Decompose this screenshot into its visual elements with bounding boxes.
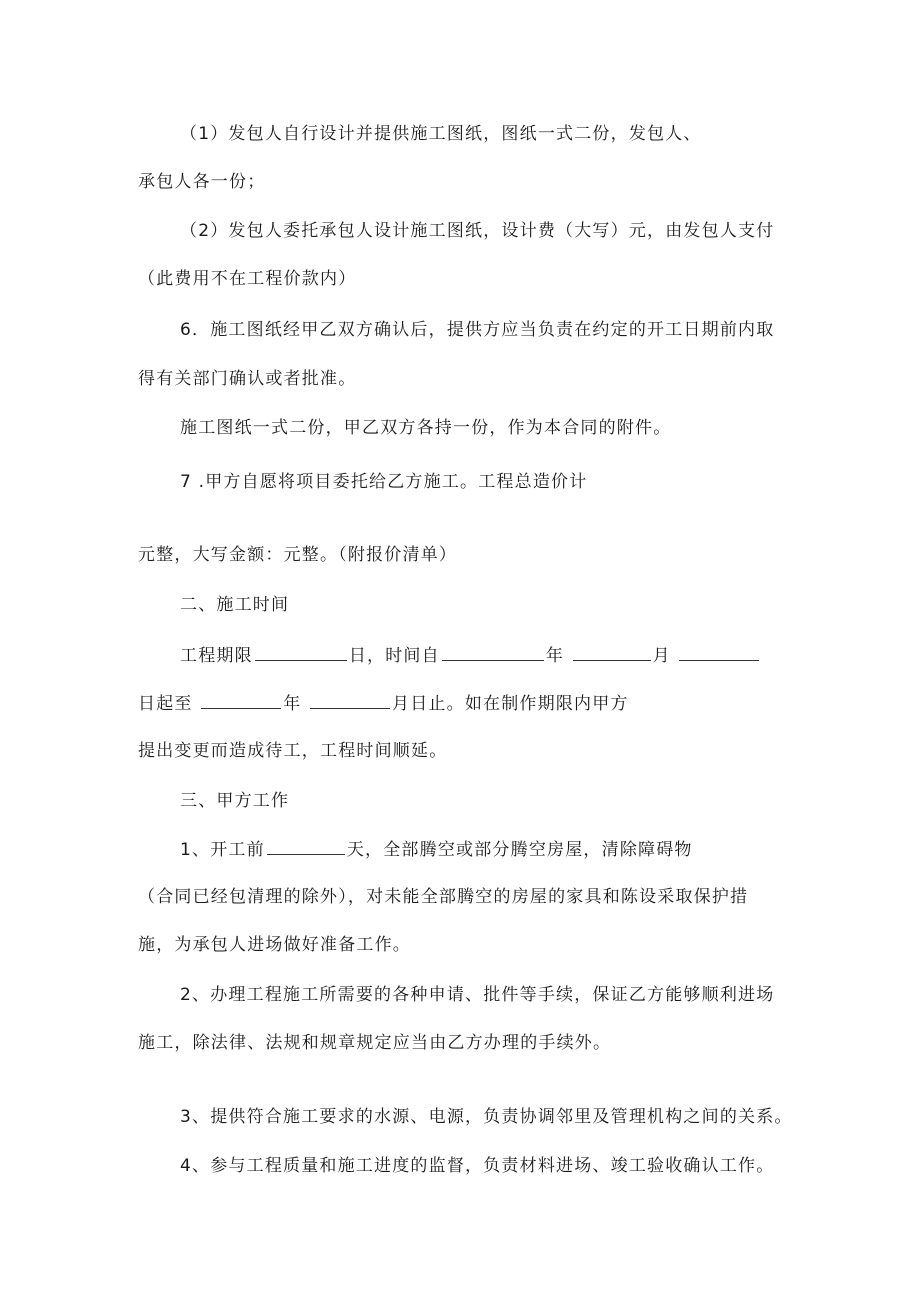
construction-period-line-3: 提出变更而造成待工，工程时间顺延。	[138, 741, 448, 761]
period-day-suffix: 日，时间自	[348, 646, 440, 666]
clause-7-line-1: 7 .甲方自愿将项目委托给乙方施工。工程总造价计	[180, 472, 588, 492]
clause-design-2-line-2: （此费用不在工程价款内）	[138, 269, 357, 289]
clause-6-line-2: 得有关部门确认或者批准。	[138, 369, 357, 389]
clause-design-2-line-1: （2）发包人委托承包人设计施工图纸，设计费（大写）元，由发包人支付	[180, 221, 775, 241]
party-a-work-2-line-2: 施工，除法律、法规和规章规定应当由乙方办理的手续外。	[138, 1033, 612, 1053]
clause-6-line-1: 6．施工图纸经甲乙双方确认后，提供方应当负责在约定的开工日期前内取	[180, 320, 775, 340]
end-year-blank[interactable]	[201, 692, 281, 709]
party-a-work-4: 4、参与工程质量和施工进度的监督，负责材料进场、竣工验收确认工作。	[180, 1156, 775, 1176]
period-end-suffix: 月日止。如在制作期限内甲方	[392, 694, 629, 714]
work-1-suffix: 天，全部腾空或部分腾空房屋，清除障碍物	[346, 840, 693, 860]
start-month-unit: 月	[652, 646, 671, 666]
period-prefix: 工程期限	[180, 646, 253, 666]
construction-period-line-1	[180, 644, 761, 667]
party-a-work-2-line-1: 2、办理工程施工所需要的各种申请、批件等手续，保证乙方能够顺利进场	[180, 985, 775, 1005]
party-a-work-1-line-3: 施，为承包人进场做好准备工作。	[138, 935, 411, 955]
period-start-prefix: 日起至	[138, 694, 193, 714]
section-3-heading: 三、甲方工作	[180, 791, 290, 811]
clause-6-line-3: 施工图纸一式二份，甲乙双方各持一份，作为本合同的附件。	[180, 418, 672, 438]
party-a-work-1-line-1	[180, 838, 693, 861]
work-1-days-blank[interactable]	[267, 838, 345, 855]
clause-design-1-line-2: 承包人各一份；	[138, 172, 266, 192]
clause-7-line-2: 元整，大写金额：元整。（附报价清单）	[138, 545, 458, 565]
end-year-unit: 年	[283, 694, 302, 714]
construction-period-line-2	[138, 692, 629, 715]
party-a-work-1-line-2: （合同已经包清理的除外），对未能全部腾空的房屋的家具和陈设采取保护措	[138, 887, 749, 907]
section-2-heading: 二、施工时间	[180, 595, 290, 615]
start-year-blank[interactable]	[442, 644, 544, 661]
start-day-blank[interactable]	[679, 644, 759, 661]
work-1-prefix: 1、开工前	[180, 840, 265, 860]
end-month-blank[interactable]	[310, 692, 390, 709]
period-days-blank[interactable]	[255, 644, 347, 661]
clause-design-1-line-1: （1）发包人自行设计并提供施工图纸，图纸一式二份，发包人、	[180, 124, 702, 144]
start-month-blank[interactable]	[573, 644, 651, 661]
start-year-unit: 年	[545, 646, 565, 666]
party-a-work-3: 3、提供符合施工要求的水源、电源，负责协调邻里及管理机构之间的关系。	[180, 1107, 793, 1127]
